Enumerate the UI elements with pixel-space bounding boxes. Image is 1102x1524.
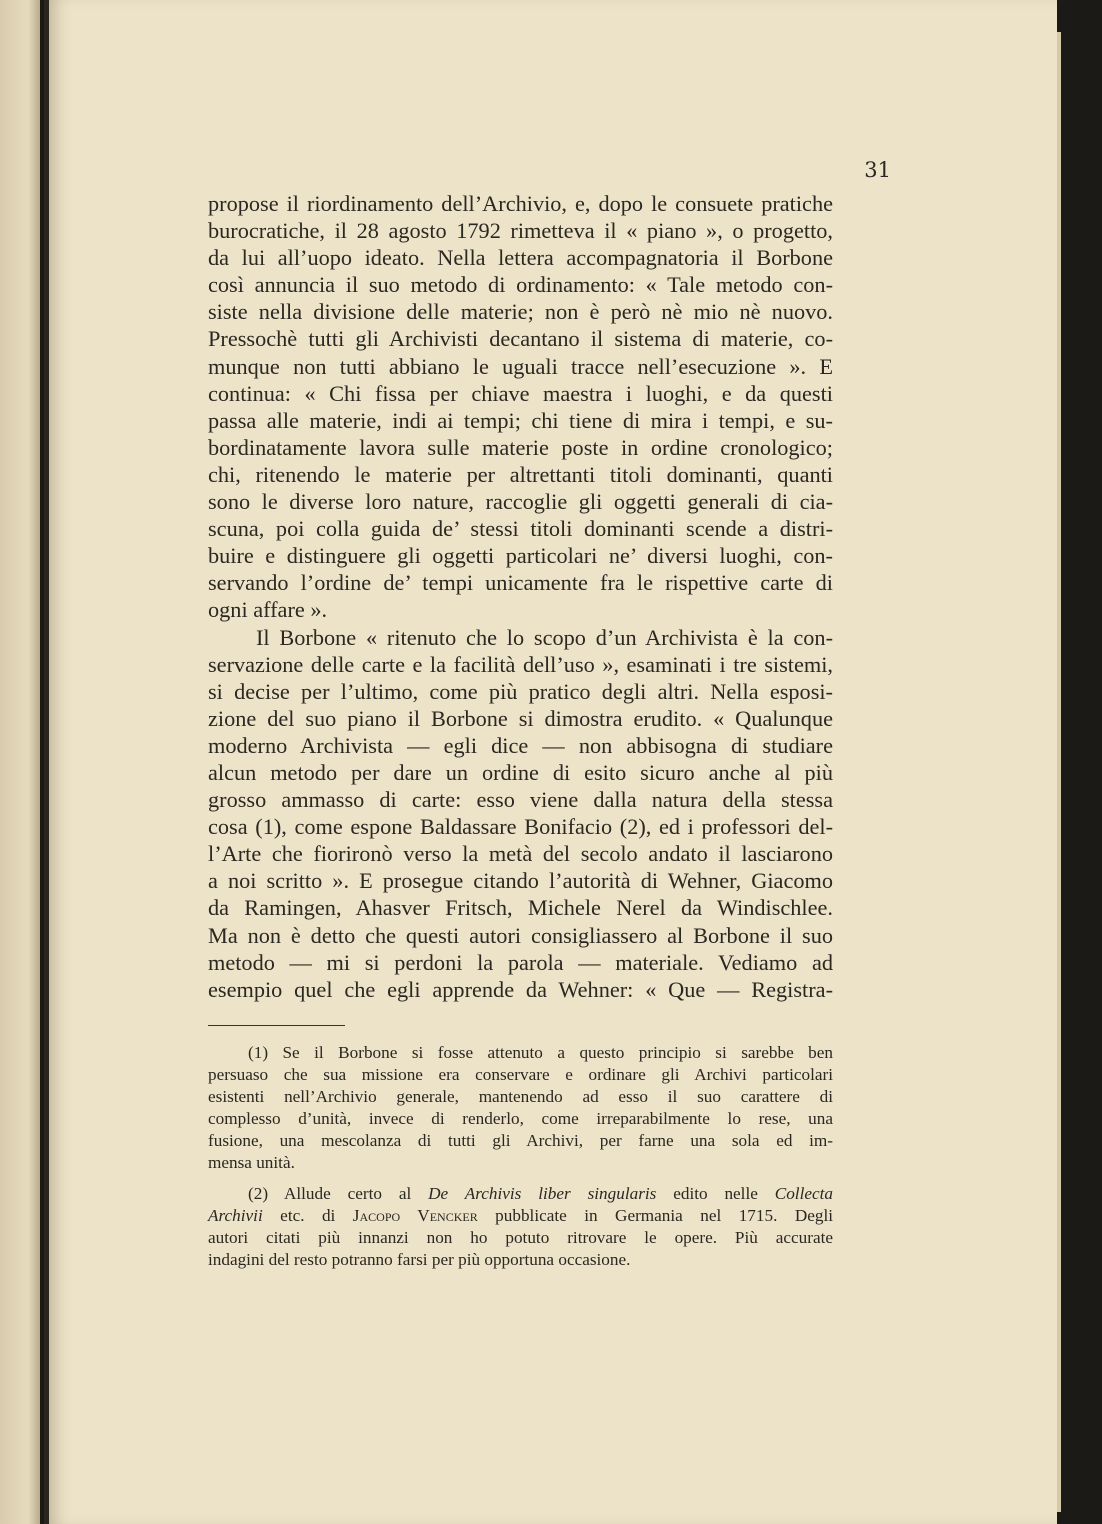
body-line: servando l’ordine de’ tempi unicamente fra le rispettive carte di [208,570,833,596]
footnote-line: complesso d’unità, invece di renderlo, come irreparabilmente lo rese, una [208,1109,833,1129]
body-line: zione del suo piano il Borbone si dimostra erudito. « Qualunque [208,705,833,731]
footnote-line: fusione, una mescolanza di tutti gli Archivi, per farne una sola ed im- [208,1131,833,1151]
body-line: ogni affare ». [208,597,328,623]
footnote-line: (1) Se il Borbone si fosse attenuto a questo principio si sarebbe ben [248,1043,833,1062]
body-line: si decise per l’ultimo, come più pratico degli altri. Nella esposi- [208,678,833,704]
body-line: munque non tutti abbiano le uguali tracce nell’esecuzione ». E [208,353,833,379]
body-line: bordinatamente lavora sulle materie poste in ordine cronologico; [208,434,833,460]
body-line: l’Arte che fiorironò verso la metà del secolo andato il lasciarono [208,841,833,867]
body-line: passa alle materie, indi ai tempi; chi tiene di mira i tempi, e su- [208,407,833,433]
body-line: alcun metodo per dare un ordine di esito sicuro anche al più [208,759,833,785]
body-line: continua: « Chi fissa per chiave maestra i luoghi, e da questi [208,380,833,406]
footnote-line: Archivii etc. di Jacopo Vencker pubblicate in Germania nel 1715. Degli [208,1205,833,1225]
page-number: 31 [864,158,891,182]
body-line: scuna, poi colla guida de’ stessi titoli dominanti scende a distri- [208,516,833,542]
body-line: buire e distinguere gli oggetti particolari ne’ diversi luoghi, con- [208,543,833,569]
body-line: chi, ritenendo le materie per altrettanti titoli dominanti, quanti [208,461,833,487]
page-edge [1057,32,1061,1512]
body-line: grosso ammasso di carte: esso viene dalla natura della stessa [208,787,833,813]
body-line: moderno Archivista — egli dice — non abbisogna di studiare [208,732,833,758]
footnote-line: esistenti nell’Archivio generale, mantenendo ad esso il suo carattere di [208,1087,833,1107]
footnote-line: indagini del resto potranno farsi per più opportuna occasione. [208,1249,631,1269]
body-line: metodo — mi si perdoni la parola — materiale. Vediamo ad [208,949,833,975]
body-line: Il Borbone « ritenuto che lo scopo d’un Archivista è la con- [256,624,833,650]
footnotes [208,1042,833,1271]
body-line: a noi scritto ». E prosegue citando l’autorità di Wehner, Giacomo [208,868,833,894]
footnote-line: mensa unità. [208,1153,295,1173]
footnote-rule [208,1025,345,1026]
footnote-line: (2) Allude certo al De Archivis liber singularis edito nelle Collecta [248,1183,833,1203]
body-line: esempio quel che egli apprende da Wehner: « Que — Registra- [208,976,833,1002]
body-line: cosa (1), come espone Baldassare Bonifacio (2), ed i professori del- [208,814,833,840]
footnote-line: autori citati più innanzi non ho potuto ritrovare le opere. Più accurate [208,1227,833,1247]
body-line: Pressochè tutti gli Archivisti decantano il sistema di materie, co- [208,326,833,352]
footnote-line: persuaso che sua missione era conservare e ordinare gli Archivi particolari [208,1065,833,1085]
body-line: da Ramingen, Ahasver Fritsch, Michele Nerel da Windischlee. [208,895,833,921]
body-line: servazione delle carte e la facilità dell’uso », esaminati i tre sistemi, [208,651,833,677]
body-line: così annuncia il suo metodo di ordinamento: « Tale metodo con- [208,272,833,298]
body-line: Ma non è detto che questi autori consigliassero al Borbone il suo [208,922,833,948]
body-line: burocratiche, il 28 agosto 1792 rimetteva il « piano », o progetto, [208,218,833,244]
body-line: sono le diverse loro nature, raccoglie gli oggetti generali di cia- [208,489,833,515]
body-line: siste nella divisione delle materie; non è però nè mio nè nuovo. [208,299,833,325]
body-text [208,190,833,1003]
body-line: da lui all’uopo ideato. Nella lettera accompagnatoria il Borbone [208,245,833,271]
previous-page-edge [0,0,40,1524]
body-line: propose il riordinamento dell’Archivio, e, dopo le consuete pratiche [208,191,833,216]
